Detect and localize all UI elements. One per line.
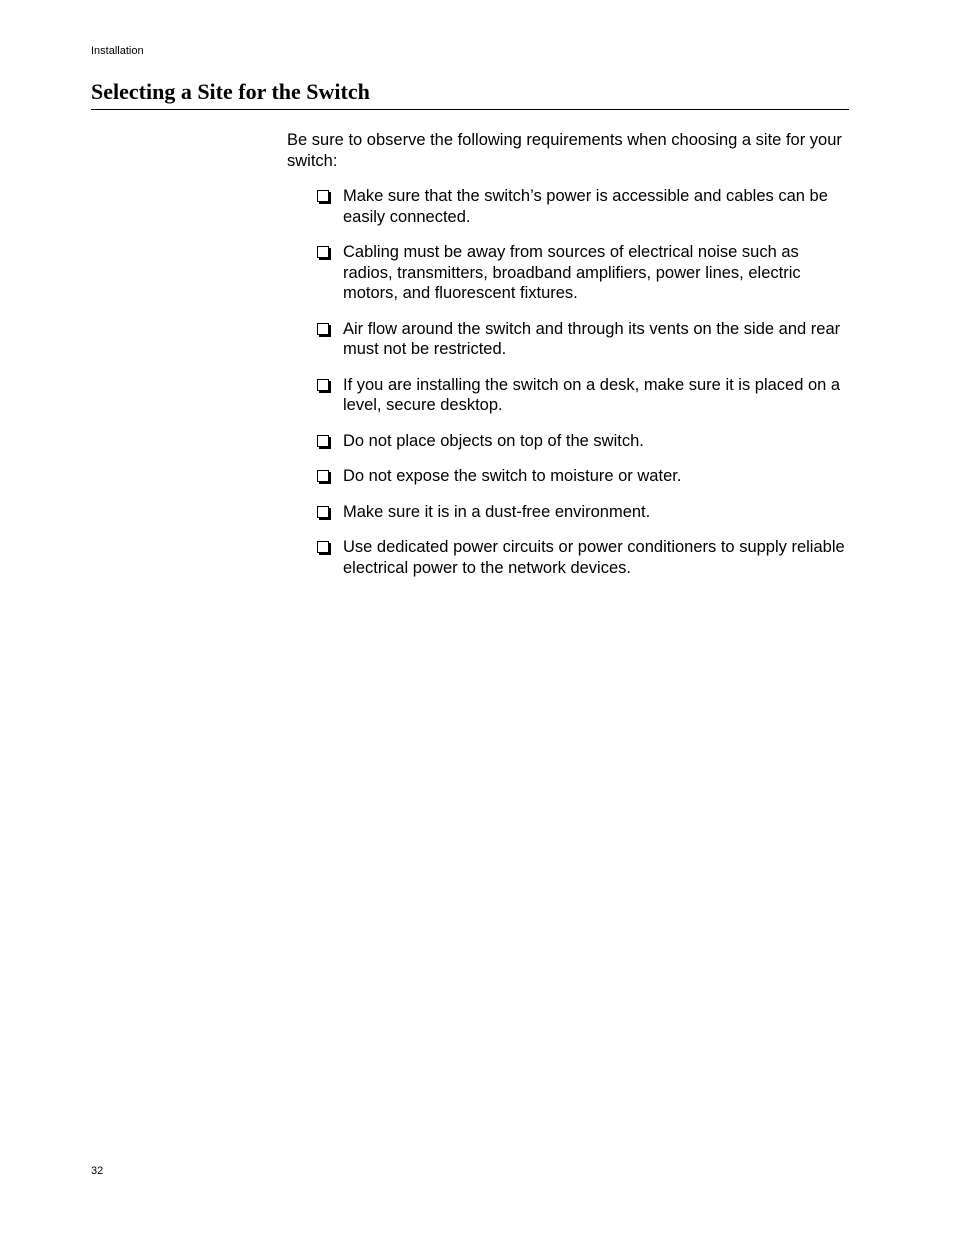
list-item-text: Make sure it is in a dust-free environment. — [343, 502, 651, 521]
list-item-text: Air flow around the switch and through its vents on the side and rear must not be restricted. — [343, 319, 841, 358]
list-item — [287, 431, 849, 452]
requirements-list — [287, 186, 849, 578]
checkbox-icon — [317, 541, 329, 553]
checkbox-icon — [317, 506, 329, 518]
list-item — [287, 502, 849, 523]
list-item-text: Cabling must be away from sources of electrical noise such as radios, transmitters, broadband amplifiers, power lines, electric motors, and fluorescent fixtures. — [343, 243, 801, 302]
list-item-text: Do not expose the switch to moisture or water. — [343, 467, 682, 485]
running-header: Installation — [91, 45, 144, 57]
section-title: Selecting a Site for the Switch — [91, 78, 849, 110]
checkbox-icon — [317, 246, 329, 258]
section-body — [287, 130, 849, 593]
list-item — [287, 319, 849, 360]
list-item — [287, 466, 849, 487]
list-item — [287, 537, 849, 578]
list-item-text: Do not place objects on top of the switch. — [343, 431, 644, 450]
list-item — [287, 186, 849, 227]
list-item-text: Use dedicated power circuits or power conditioners to supply reliable electrical power to the network devices. — [343, 538, 845, 577]
list-item-text: Make sure that the switch’s power is accessible and cables can be easily connected. — [343, 187, 828, 226]
checkbox-icon — [317, 470, 329, 482]
intro-paragraph: Be sure to observe the following requirements when choosing a site for your switch: — [287, 131, 842, 170]
list-item-text: If you are installing the switch on a desk, make sure it is placed on a level, secure desktop. — [343, 375, 841, 414]
page-number: 32 — [91, 1165, 104, 1177]
checkbox-icon — [317, 323, 329, 335]
checkbox-icon — [317, 190, 329, 202]
list-item — [287, 375, 849, 416]
list-item — [287, 242, 849, 304]
checkbox-icon — [317, 435, 329, 447]
checkbox-icon — [317, 379, 329, 391]
